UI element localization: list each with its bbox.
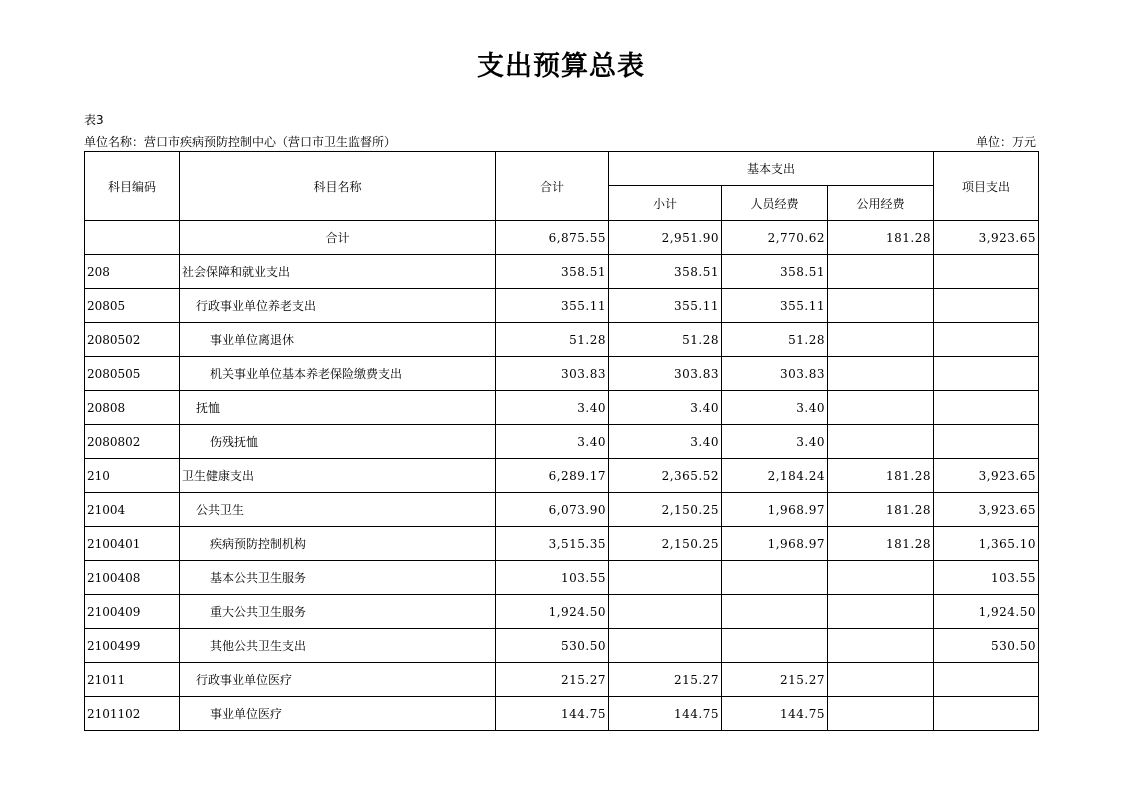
cell-public	[828, 255, 934, 289]
cell-subtotal: 3.40	[609, 391, 722, 425]
cell-project: 3,923.65	[934, 459, 1039, 493]
cell-subtotal	[609, 595, 722, 629]
cell-code: 20808	[85, 391, 180, 425]
table-row	[85, 561, 1039, 595]
cell-public	[828, 323, 934, 357]
cell-name: 公共卫生	[180, 493, 496, 527]
table-row	[85, 357, 1039, 391]
budget-table	[84, 151, 1039, 731]
cell-personnel: 358.51	[722, 255, 828, 289]
cell-personnel	[722, 595, 828, 629]
cell-project: 3,923.65	[934, 221, 1039, 255]
cell-subtotal: 144.75	[609, 697, 722, 731]
table-row	[85, 289, 1039, 323]
cell-total: 358.51	[496, 255, 609, 289]
cell-public	[828, 289, 934, 323]
cell-public	[828, 425, 934, 459]
cell-personnel: 1,968.97	[722, 527, 828, 561]
table-body	[85, 221, 1039, 731]
cell-name: 合计	[180, 221, 496, 255]
cell-public	[828, 357, 934, 391]
cell-personnel	[722, 561, 828, 595]
cell-public	[828, 629, 934, 663]
cell-total: 3.40	[496, 391, 609, 425]
table-row	[85, 459, 1039, 493]
cell-name: 基本公共卫生服务	[180, 561, 496, 595]
cell-name: 伤残抚恤	[180, 425, 496, 459]
cell-total: 303.83	[496, 357, 609, 391]
cell-subtotal: 2,365.52	[609, 459, 722, 493]
table-row	[85, 697, 1039, 731]
cell-code: 2100499	[85, 629, 180, 663]
cell-total: 530.50	[496, 629, 609, 663]
cell-personnel	[722, 629, 828, 663]
cell-project: 1,924.50	[934, 595, 1039, 629]
cell-name: 抚恤	[180, 391, 496, 425]
cell-subtotal: 51.28	[609, 323, 722, 357]
cell-total: 6,073.90	[496, 493, 609, 527]
table-row	[85, 425, 1039, 459]
cell-personnel: 51.28	[722, 323, 828, 357]
cell-personnel: 2,184.24	[722, 459, 828, 493]
cell-total: 355.11	[496, 289, 609, 323]
cell-subtotal: 215.27	[609, 663, 722, 697]
cell-subtotal: 2,150.25	[609, 527, 722, 561]
table-row	[85, 221, 1039, 255]
cell-public	[828, 561, 934, 595]
cell-subtotal: 2,951.90	[609, 221, 722, 255]
header-subtotal: 小计	[609, 186, 722, 221]
cell-subtotal: 358.51	[609, 255, 722, 289]
cell-public: 181.28	[828, 493, 934, 527]
page-title: 支出预算总表	[477, 51, 645, 82]
cell-total: 3,515.35	[496, 527, 609, 561]
table-row	[85, 527, 1039, 561]
cell-personnel: 144.75	[722, 697, 828, 731]
cell-project	[934, 323, 1039, 357]
cell-total: 6,289.17	[496, 459, 609, 493]
cell-public: 181.28	[828, 527, 934, 561]
cell-public: 181.28	[828, 459, 934, 493]
table-row	[85, 663, 1039, 697]
cell-name: 疾病预防控制机构	[180, 527, 496, 561]
cell-total: 1,924.50	[496, 595, 609, 629]
cell-personnel: 1,968.97	[722, 493, 828, 527]
cell-code: 21011	[85, 663, 180, 697]
cell-public: 181.28	[828, 221, 934, 255]
cell-code: 2100401	[85, 527, 180, 561]
cell-code: 2101102	[85, 697, 180, 731]
cell-project: 103.55	[934, 561, 1039, 595]
header-personnel: 人员经费	[722, 186, 828, 221]
cell-project: 530.50	[934, 629, 1039, 663]
cell-subtotal: 303.83	[609, 357, 722, 391]
cell-code: 2100409	[85, 595, 180, 629]
cell-code: 20805	[85, 289, 180, 323]
cell-total: 103.55	[496, 561, 609, 595]
cell-project	[934, 663, 1039, 697]
cell-personnel: 3.40	[722, 425, 828, 459]
cell-name: 重大公共卫生服务	[180, 595, 496, 629]
cell-project	[934, 391, 1039, 425]
table-row	[85, 391, 1039, 425]
cell-public	[828, 391, 934, 425]
cell-total: 3.40	[496, 425, 609, 459]
header-code: 科目编码	[85, 152, 180, 221]
cell-subtotal: 355.11	[609, 289, 722, 323]
cell-code: 21004	[85, 493, 180, 527]
cell-personnel: 303.83	[722, 357, 828, 391]
cell-total: 144.75	[496, 697, 609, 731]
cell-project	[934, 425, 1039, 459]
cell-subtotal	[609, 561, 722, 595]
cell-name: 行政事业单位养老支出	[180, 289, 496, 323]
cell-project: 1,365.10	[934, 527, 1039, 561]
cell-project	[934, 697, 1039, 731]
cell-subtotal: 3.40	[609, 425, 722, 459]
cell-total: 51.28	[496, 323, 609, 357]
cell-code	[85, 221, 180, 255]
cell-project	[934, 289, 1039, 323]
currency-unit: 单位：万元	[975, 135, 1036, 149]
cell-personnel: 3.40	[722, 391, 828, 425]
cell-code: 210	[85, 459, 180, 493]
table-row	[85, 255, 1039, 289]
cell-personnel: 355.11	[722, 289, 828, 323]
unit-name: 单位名称：营口市疾病预防控制中心（营口市卫生监督所）	[84, 135, 397, 149]
cell-name: 行政事业单位医疗	[180, 663, 496, 697]
cell-personnel: 215.27	[722, 663, 828, 697]
cell-name: 机关事业单位基本养老保险缴费支出	[180, 357, 496, 391]
cell-subtotal: 2,150.25	[609, 493, 722, 527]
cell-total: 6,875.55	[496, 221, 609, 255]
cell-name: 社会保障和就业支出	[180, 255, 496, 289]
cell-code: 2100408	[85, 561, 180, 595]
cell-project	[934, 357, 1039, 391]
header-total: 合计	[496, 152, 609, 221]
cell-code: 2080502	[85, 323, 180, 357]
table-row	[85, 629, 1039, 663]
cell-name: 事业单位医疗	[180, 697, 496, 731]
header-name: 科目名称	[180, 152, 496, 221]
cell-code: 208	[85, 255, 180, 289]
cell-project	[934, 255, 1039, 289]
cell-public	[828, 663, 934, 697]
cell-code: 2080802	[85, 425, 180, 459]
cell-name: 其他公共卫生支出	[180, 629, 496, 663]
table-number: 表3	[84, 113, 104, 127]
cell-public	[828, 595, 934, 629]
header-project: 项目支出	[934, 152, 1039, 221]
cell-personnel: 2,770.62	[722, 221, 828, 255]
cell-total: 215.27	[496, 663, 609, 697]
cell-subtotal	[609, 629, 722, 663]
cell-project: 3,923.65	[934, 493, 1039, 527]
cell-public	[828, 697, 934, 731]
header-basic: 基本支出	[609, 152, 934, 186]
cell-name: 卫生健康支出	[180, 459, 496, 493]
cell-code: 2080505	[85, 357, 180, 391]
table-row	[85, 493, 1039, 527]
cell-name: 事业单位离退休	[180, 323, 496, 357]
table-row	[85, 323, 1039, 357]
table-row	[85, 595, 1039, 629]
header-public: 公用经费	[828, 186, 934, 221]
